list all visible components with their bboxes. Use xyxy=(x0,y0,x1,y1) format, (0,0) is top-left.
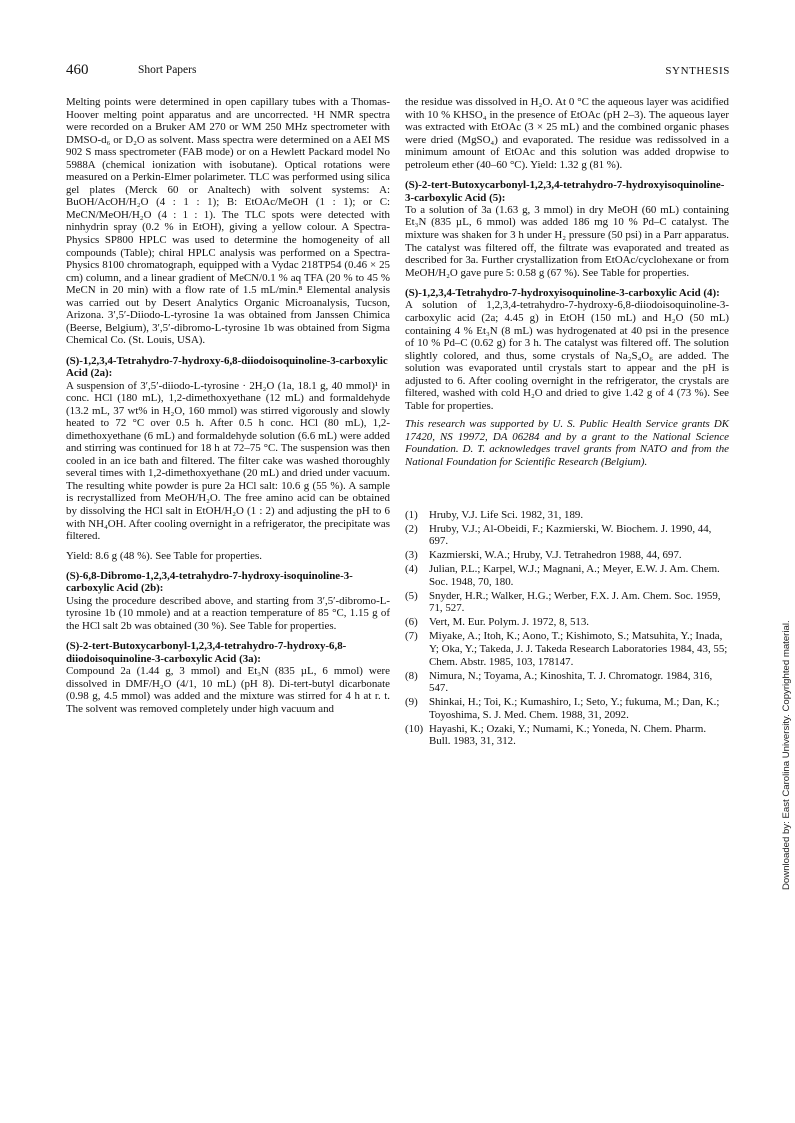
reference-text: Hruby, V.J.; Al-Obeidi, F.; Kazmierski, W. Biochem. J. 1990, 44, 697. xyxy=(429,522,712,548)
reference-text: Shinkai, H.; Toi, K.; Kumashiro, I.; Seto, Y.; fukuma, M.; Dan, K.; Toyoshima, S. J. Med. Chem. 1988, 31, 2092. xyxy=(429,696,720,721)
reference-item xyxy=(405,509,729,522)
reference-number: (7) xyxy=(405,630,418,643)
procedure-5: To a solution of 3a (1.63 g, 3 mmol) in dry MeOH (60 mL) containing Et₃N (835 µL, 6 mmol) was added 186 mg 10 % Pd–C catalyst. The mixture was shaken for 3 h under H₂ pressure (50 psi) in a Parr apparatus. The catalyst was filtered off, the filtrate was evaporated and treated as described for 3a. Further crystallization from EtOAc/cyclohexane or from MeOH/H₂O gave pure 5: 0.58 g (67 %). See Table for properties. xyxy=(405,203,729,279)
reference-number: (10) xyxy=(405,722,424,735)
experimental-intro: Melting points were determined in open capillary tubes with a Thomas-Hoover melting point apparatus and are uncorrected. ¹H NMR spectra were recorded on a Bruker AM 270 or WM 250 MHz spectrometer with DMSO-d₆ or D₂O as solvent. Mass spectra were determined on a AEI MS 902 S mass spectrometer (FAB mode) or on a Hewlett Packard model No 5988A (chemical ionization with isobutane). Optical rotations were measured on a Perkin-Elmer polarimeter. TLC was performed using silica gel plates (Merck 60 or Analtech) with solvent systems: A: BuOH/AcOH/H₂O (4 : 1 : 1); B: EtOAc/MeOH (1 : 1); or C: MeCN/MeOH/H₂O (4 : 1 : 1). The TLC spots were detected with ninhydrin spray (0.2 % in EtOH), giving a yellow colour. A Spectra-Physics SP800 HPLC was used to determine the homogeneity of all compounds (Table); chiral HPLC analysis was performed on a Spectra-Physics 8100 chromatograph, equipped with a Vydac 218TP54 (0.46 × 25 cm) column, and a linear gradient of MeCN/0.1 % aq TFA (20 % to 45 % MeCN in 20 min) with a flow rate of 1.5 mL/min.⁸ Elemental analysis was carried out by Desert Analytics Organic Microanalysis, Tucson, Arizona. 3′,5′-Diiodo-L-tyrosine 1a was obtained from Janssen Chimica (Beerse, Belgium), 3′,5′-dibromo-L-tyrosine 1b was obtained from Sigma Chemical Co. (St. Louis, USA). xyxy=(66,96,390,347)
reference-item xyxy=(405,723,729,748)
download-watermark: Downloaded by: East Carolina University. Copyrighted material. xyxy=(781,620,792,890)
reference-number: (5) xyxy=(405,589,418,602)
procedure-4: A solution of 1,2,3,4-tetrahydro-7-hydroxy-6,8-diiodoisoquinoline-3-carboxylic acid (2a; 4.45 g) in EtOH (150 mL) and H₂O (50 mL) containing 4 % Et₃N (8 mL) was hydrogenated at 40 psi in the presence of 10 % Pd–C (0.62 g) for 3 h. The catalyst was filtered off. The solution slightly colored, and thus, some crystals of Na₂S₄O₆ are added. The solution was evaporated until crystals start to appear and the pH is adjusted to 6. After cooling overnight in the refrigerator, the crystals are filtered, washed with cold H₂O and dried to give 1.42 g of 4 (73 %). See Table for properties. xyxy=(405,299,729,412)
reference-text: Hruby, V.J. Life Sci. 1982, 31, 189. xyxy=(429,508,584,521)
heading-compound-4: (S)-1,2,3,4-Tetrahydro-7-hydroxyisoquinoline-3-carboxylic Acid (4): xyxy=(405,287,720,300)
reference-text: Kazmierski, W.A.; Hruby, V.J. Tetrahedron 1988, 44, 697. xyxy=(429,549,682,562)
reference-item xyxy=(405,630,729,668)
heading-compound-3a: (S)-2-tert-Butoxycarbonyl-1,2,3,4-tetrahydro-7-hydroxy-6,8-diiodoisoquinoline-3-carboxylic Acid (3a): xyxy=(66,640,347,665)
page-header xyxy=(66,62,730,82)
reference-text: Julian, P.L.; Karpel, W.J.; Magnani, A.; Meyer, E.W. J. Am. Chem. Soc. 1948, 70, 180. xyxy=(429,563,720,588)
acknowledgment: This research was supported by U. S. Public Health Service grants DK 17420, NS 19972, DA 06284 and by a grant to the National Science Foundation. D. T. acknowledges travel grants from NATO and from the National Foundation for Scientific Research (Belgium). xyxy=(405,418,729,469)
reference-list xyxy=(405,509,729,748)
reference-number: (4) xyxy=(405,563,418,576)
right-column xyxy=(405,96,729,749)
reference-number: (8) xyxy=(405,669,418,682)
yield-2a: Yield: 8.6 g (48 %). See Table for properties. xyxy=(66,549,262,562)
procedure-3a: Compound 2a (1.44 g, 3 mmol) and Et₃N (835 µL, 6 mmol) were dissolved in DMF/H₂O (4/1, 10 mL) (pH 8). Di-tert-butyl dicarbonate (0.98 g, 4.5 mmol) was added and the mixture was stirred for 4 h at r. t. The solvent was removed completely under high vacuum and xyxy=(66,665,390,715)
reference-text: Miyake, A.; Itoh, K.; Aono, T.; Kishimoto, S.; Matsuhita, Y.; Inada, Y; Oka, Y.; Takeda, J. J. Takeda Research Laboratories 1984, 43, 55; Chem. Abstr. 1985, 103, 178147. xyxy=(429,630,728,668)
left-column xyxy=(66,96,390,715)
reference-item xyxy=(405,523,729,548)
reference-text: Nimura, N.; Toyama, A.; Kinoshita, T. J. Chromatogr. 1984, 316, 547. xyxy=(429,669,713,695)
reference-number: (1) xyxy=(405,508,418,521)
reference-number: (2) xyxy=(405,522,418,535)
reference-item xyxy=(405,696,729,721)
journal-name: SYNTHESIS xyxy=(665,65,730,77)
heading-compound-2b: (S)-6,8-Dibromo-1,2,3,4-tetrahydro-7-hydroxy-isoquinoline-3-carboxylic Acid (2b): xyxy=(66,570,353,595)
heading-compound-5: (S)-2-tert-Butoxycarbonyl-1,2,3,4-tetrahydro-7-hydroxyisoquinoline-3-carboxylic Acid (5): xyxy=(405,179,725,204)
heading-compound-2a: (S)-1,2,3,4-Tetrahydro-7-hydroxy-6,8-diiodoisoquinoline-3-carboxylic Acid (2a): xyxy=(66,354,388,380)
reference-text: Vert, M. Eur. Polym. J. 1972, 8, 513. xyxy=(429,616,590,629)
reference-number: (9) xyxy=(405,696,418,709)
procedure-2b: Using the procedure described above, and starting from 3′,5′-dibromo-L-tyrosine 1b (10 mmole) and at a reaction temperature of 85 °C, 1.15 g of the HCl salt 2b was obtained (30 %). See Table for properties. xyxy=(66,594,390,632)
reference-item xyxy=(405,549,729,562)
reference-number: (3) xyxy=(405,549,418,562)
journal-section: Short Papers xyxy=(138,64,197,76)
reference-text: Hayashi, K.; Ozaki, Y.; Numami, K.; Yoneda, N. Chem. Pharm. Bull. 1983, 31, 312. xyxy=(429,722,707,748)
procedure-3a-continued: the residue was dissolved in H₂O. At 0 °C the aqueous layer was acidified with 10 % KHSO₄ in the presence of EtOAc (pH 2–3). The aqueous layer was extracted with EtOAc (3 × 25 mL) and the combined organic phases were dried (MgSO₄) and evaporated. The residue was redissolved in a minimum amount of EtOAc and this solution was added dropwise to petroleum ether (40–60 °C). Yield: 1.32 g (81 %). xyxy=(405,96,729,171)
reference-number: (6) xyxy=(405,616,418,629)
reference-item xyxy=(405,563,729,588)
procedure-2a: A suspension of 3′,5′-diiodo-L-tyrosine · 2H₂O (1a, 18.1 g, 40 mmol)¹ in conc. HCl (180 mL), 1,2-dimethoxyethane (12 mL) and formaldehyde (13.2 mL, 37 wt% in H₂O, 160 mmol) was stirred vigorously and slowly heated to 72 °C over 0.5 h. After 0.5 h conc. HCl (80 mL), 1,2-dimethoxyethane (6 mL) and formaldehyde solution (6.6 mL) were added and stirring was continued for 18 h at 72–75 °C. The suspension was then cooled in an ice bath and filtered. The filter cake was washed thoroughly several times with 1,2-dimethoxyethane (20 mL) and dried under vacuum. The resulting white powder is pure 2a HCl salt: 10.6 g (55 %). A sample is recrystallized from MeOH/H₂O. The free amino acid can be obtained by dissolving the HCl salt in EtOH/H₂O (1 : 2) and adjusting the pH to 6 with NH₄OH. After cooling overnight in a refrigerator, the precipitate was filtered. xyxy=(66,379,390,543)
reference-text: Snyder, H.R.; Walker, H.G.; Werber, F.X. J. Am. Chem. Soc. 1959, 71, 527. xyxy=(429,589,721,615)
page-number: 460 xyxy=(66,62,89,78)
reference-item xyxy=(405,670,729,695)
reference-item xyxy=(405,590,729,615)
reference-item xyxy=(405,616,729,629)
